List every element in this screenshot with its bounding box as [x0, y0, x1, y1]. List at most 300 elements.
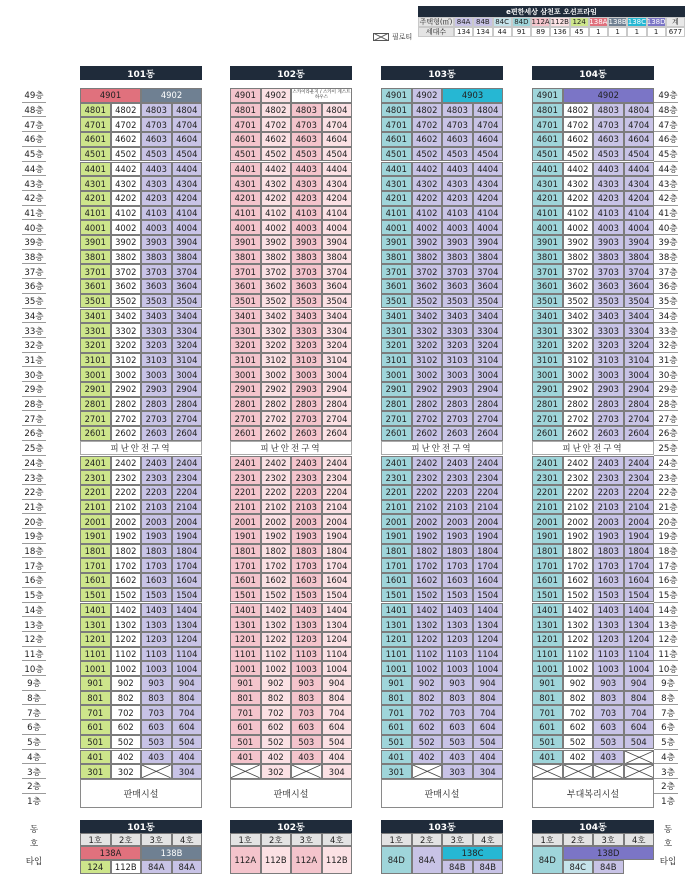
unit-cell: 2804 — [473, 397, 504, 412]
unit-cell: 1502 — [261, 588, 292, 603]
unit-cell: 2303 — [141, 470, 172, 485]
unit-cell: 4302 — [111, 176, 142, 191]
unit-cell: 3201 — [230, 338, 261, 353]
unit-cell: 2203 — [442, 485, 473, 500]
unit-cell: 3203 — [593, 338, 624, 353]
unit-cell: 2002 — [111, 514, 142, 529]
unit-cell: 3203 — [141, 338, 172, 353]
floor-label-left: 18층 — [24, 547, 44, 558]
unit-cell: 2304 — [624, 470, 655, 485]
unit-cell: 1001 — [230, 661, 261, 676]
unit-cell: 4602 — [412, 132, 443, 147]
unit-cell: 704 — [473, 705, 504, 720]
unit-cell: 401 — [532, 750, 563, 765]
unit-cell: 702 — [563, 705, 594, 720]
floor-label-right: 34층 — [658, 311, 678, 322]
floor-label-left: 19층 — [24, 532, 44, 543]
unit-cell: 2403 — [141, 456, 172, 471]
unit-cell: 2702 — [111, 411, 142, 426]
unit-cell: 503 — [442, 735, 473, 750]
floor-label-left: 33층 — [24, 326, 44, 337]
dong-header-1: 101동 — [80, 66, 202, 80]
unit-cell: 1003 — [141, 661, 172, 676]
dong-footer-4: 104동 — [532, 820, 654, 833]
unit-cell: 3903 — [593, 235, 624, 250]
unit-cell: 1603 — [442, 573, 473, 588]
unit-cell: 4001 — [532, 220, 563, 235]
unit-cell: 1204 — [172, 632, 203, 647]
unit-4901: 4901 — [230, 88, 261, 103]
unit-cell: 2402 — [412, 456, 443, 471]
unit-cell: 1204 — [322, 632, 353, 647]
pilotis-cell — [593, 764, 624, 779]
unit-cell: 1301 — [80, 617, 111, 632]
unit-cell: 4703 — [141, 117, 172, 132]
unit-cell: 2701 — [230, 411, 261, 426]
unit-cell: 702 — [111, 705, 142, 720]
unit-cell: 4704 — [322, 117, 353, 132]
unit-cell: 701 — [532, 705, 563, 720]
unit-no: 4호 — [473, 833, 504, 846]
unit-cell: 2203 — [291, 485, 322, 500]
unit-cell: 502 — [111, 735, 142, 750]
unit-cell: 4803 — [291, 103, 322, 118]
unit-cell: 3101 — [230, 353, 261, 368]
unit-cell: 3802 — [111, 250, 142, 265]
floor-label-right: 2층 — [661, 782, 675, 793]
unit-cell: 1402 — [563, 603, 594, 618]
pilotis-cell — [141, 764, 172, 779]
unit-cell: 3401 — [381, 309, 412, 324]
floor-label-left: 49층 — [24, 91, 44, 102]
unit-cell: 4104 — [473, 206, 504, 221]
unit-cell: 402 — [412, 750, 443, 765]
unit-cell: 3404 — [322, 309, 353, 324]
unit-cell: 3703 — [291, 264, 322, 279]
unit-cell: 2902 — [563, 382, 594, 397]
unit-cell: 3204 — [473, 338, 504, 353]
unit-cell: 1902 — [111, 529, 142, 544]
unit-cell: 1402 — [111, 603, 142, 618]
unit-cell: 4102 — [563, 206, 594, 221]
unit-cell: 1402 — [261, 603, 292, 618]
unit-cell: 3201 — [381, 338, 412, 353]
unit-cell: 804 — [624, 691, 655, 706]
unit-cell: 803 — [593, 691, 624, 706]
floor-label-right: 42층 — [658, 194, 678, 205]
floor-label-left: 15층 — [24, 591, 44, 602]
unit-cell: 2901 — [532, 382, 563, 397]
unit-cell: 1801 — [80, 544, 111, 559]
unit-cell: 2102 — [412, 500, 443, 515]
unit-cell: 3304 — [172, 323, 203, 338]
unit-cell: 4104 — [322, 206, 353, 221]
unit-cell: 1901 — [381, 529, 412, 544]
unit-cell: 4701 — [230, 117, 261, 132]
unit-cell: 2804 — [322, 397, 353, 412]
unit-4902: 4902 — [141, 88, 202, 103]
unit-cell: 1904 — [322, 529, 353, 544]
unit-cell: 2203 — [141, 485, 172, 500]
unit-cell: 2104 — [624, 500, 655, 515]
unit-cell: 4704 — [172, 117, 203, 132]
unit-cell: 1904 — [624, 529, 655, 544]
unit-no: 2호 — [563, 833, 594, 846]
unit-cell: 2002 — [261, 514, 292, 529]
unit-cell: 1402 — [412, 603, 443, 618]
unit-cell: 2401 — [230, 456, 261, 471]
unit-cell: 4103 — [141, 206, 172, 221]
unit-cell: 4301 — [381, 176, 412, 191]
unit-cell: 804 — [473, 691, 504, 706]
unit-cell: 2903 — [593, 382, 624, 397]
legend-count-4: 89 — [531, 27, 550, 37]
unit-cell: 2802 — [412, 397, 443, 412]
unit-cell: 4803 — [442, 103, 473, 118]
unit-cell: 3601 — [230, 279, 261, 294]
unit-cell: 1301 — [532, 617, 563, 632]
unit-cell: 4701 — [532, 117, 563, 132]
unit-cell: 3402 — [111, 309, 142, 324]
unit-cell: 1001 — [80, 661, 111, 676]
unit-cell: 2403 — [291, 456, 322, 471]
unit-cell: 2303 — [593, 470, 624, 485]
unit-cell: 4504 — [172, 147, 203, 162]
type-84A: 84A — [141, 860, 172, 874]
unit-cell: 4101 — [532, 206, 563, 221]
legend-row2-label: 세대수 — [418, 27, 454, 37]
unit-cell: 1901 — [80, 529, 111, 544]
unit-cell: 4002 — [261, 220, 292, 235]
unit-cell: 2903 — [442, 382, 473, 397]
unit-cell: 603 — [141, 720, 172, 735]
unit-cell: 1001 — [532, 661, 563, 676]
unit-cell: 3803 — [593, 250, 624, 265]
unit-cell: 4104 — [172, 206, 203, 221]
unit-cell: 2201 — [230, 485, 261, 500]
unit-cell: 3304 — [473, 323, 504, 338]
unit-cell: 402 — [563, 750, 594, 765]
unit-cell: 3003 — [291, 367, 322, 382]
refuge-zone: 피난안전구역 — [80, 441, 202, 456]
floor-label-left: 36층 — [24, 282, 44, 293]
unit-cell: 901 — [230, 676, 261, 691]
unit-cell: 4304 — [624, 176, 655, 191]
unit-cell: 2003 — [593, 514, 624, 529]
footer-label-type: 타입 — [659, 856, 677, 867]
type-84C: 84C — [563, 860, 594, 874]
floor-label-right: 11층 — [658, 649, 678, 660]
unit-cell: 2201 — [80, 485, 111, 500]
unit-cell: 1703 — [593, 558, 624, 573]
unit-cell: 4702 — [563, 117, 594, 132]
unit-cell: 4603 — [442, 132, 473, 147]
unit-cell: 1004 — [624, 661, 655, 676]
unit-cell: 4203 — [291, 191, 322, 206]
floor-label-right: 36층 — [658, 282, 678, 293]
unit-cell: 2304 — [473, 470, 504, 485]
unit-cell: 4001 — [230, 220, 261, 235]
unit-cell: 1502 — [412, 588, 443, 603]
unit-cell: 2602 — [261, 426, 292, 441]
unit-cell: 1403 — [141, 603, 172, 618]
unit-cell: 1702 — [261, 558, 292, 573]
unit-cell: 1504 — [624, 588, 655, 603]
unit-cell: 2804 — [172, 397, 203, 412]
unit-cell: 4002 — [563, 220, 594, 235]
unit-cell: 2103 — [141, 500, 172, 515]
unit-cell: 2702 — [412, 411, 443, 426]
unit-cell: 3901 — [532, 235, 563, 250]
unit-cell: 3502 — [111, 294, 142, 309]
unit-cell: 2101 — [80, 500, 111, 515]
unit-cell: 3904 — [172, 235, 203, 250]
unit-cell: 4503 — [593, 147, 624, 162]
unit-cell: 3001 — [230, 367, 261, 382]
unit-cell: 1503 — [291, 588, 322, 603]
unit-cell: 4701 — [381, 117, 412, 132]
unit-cell: 2403 — [442, 456, 473, 471]
unit-cell: 1401 — [532, 603, 563, 618]
unit-cell: 3301 — [230, 323, 261, 338]
unit-cell: 1504 — [473, 588, 504, 603]
floor-label-right: 21층 — [658, 502, 678, 513]
unit-cell: 3003 — [593, 367, 624, 382]
unit-cell: 4201 — [230, 191, 261, 206]
unit-cell: 1704 — [322, 558, 353, 573]
floor-label-right: 39층 — [658, 238, 678, 249]
unit-cell: 1703 — [442, 558, 473, 573]
unit-cell: 3403 — [291, 309, 322, 324]
unit-cell: 4404 — [172, 162, 203, 177]
unit-cell: 604 — [624, 720, 655, 735]
type-84B: 84B — [593, 860, 624, 874]
unit-cell: 1102 — [563, 647, 594, 662]
unit-cell: 3304 — [322, 323, 353, 338]
floor-label-right: 43층 — [658, 179, 678, 190]
unit-cell: 602 — [563, 720, 594, 735]
unit-cell: 401 — [230, 750, 261, 765]
type-124: 124 — [80, 860, 111, 874]
floor-label-right: 19층 — [658, 532, 678, 543]
unit-cell: 3402 — [412, 309, 443, 324]
unit-cell: 3904 — [322, 235, 353, 250]
floor-label-left: 5층 — [27, 738, 41, 749]
unit-cell: 1203 — [593, 632, 624, 647]
pilotis-cell — [230, 764, 261, 779]
unit-cell: 2902 — [111, 382, 142, 397]
unit-cell: 501 — [230, 735, 261, 750]
floor-label-right: 17층 — [658, 561, 678, 572]
unit-cell: 3102 — [412, 353, 443, 368]
legend-count-0: 134 — [454, 27, 473, 37]
dong-footer-2: 102동 — [230, 820, 352, 833]
legend-count-10: 1 — [647, 27, 666, 37]
unit-cell: 3601 — [381, 279, 412, 294]
unit-cell: 4403 — [141, 162, 172, 177]
unit-cell: 1103 — [442, 647, 473, 662]
pilotis-cross — [625, 765, 654, 778]
unit-cell: 4204 — [172, 191, 203, 206]
unit-cell: 2703 — [141, 411, 172, 426]
unit-cell: 3903 — [291, 235, 322, 250]
unit-cell: 4703 — [593, 117, 624, 132]
legend-count-2: 44 — [493, 27, 512, 37]
legend-type-10: 138D — [646, 18, 666, 26]
unit-cell: 1503 — [442, 588, 473, 603]
unit-cell: 4003 — [593, 220, 624, 235]
unit-cell: 602 — [261, 720, 292, 735]
unit-cell: 1101 — [532, 647, 563, 662]
floor-label-right: 35층 — [658, 297, 678, 308]
unit-cell: 2402 — [261, 456, 292, 471]
floor-label-left: 16층 — [24, 576, 44, 587]
unit-cell: 4203 — [593, 191, 624, 206]
unit-cell: 3902 — [261, 235, 292, 250]
unit-cell: 2902 — [412, 382, 443, 397]
floor-label-left: 9층 — [27, 679, 41, 690]
unit-cell: 1601 — [80, 573, 111, 588]
unit-cell: 3703 — [593, 264, 624, 279]
unit-cell: 2704 — [624, 411, 655, 426]
unit-cell: 2601 — [381, 426, 412, 441]
type-84A: 84A — [172, 860, 203, 874]
pilotis-cell — [532, 764, 563, 779]
type-84D: 84D — [532, 846, 563, 874]
unit-cell: 1403 — [442, 603, 473, 618]
type-84B: 84B — [473, 860, 504, 874]
pilotis-cross — [142, 765, 171, 778]
floor-label-right: 28층 — [658, 400, 678, 411]
unit-cell: 3202 — [563, 338, 594, 353]
floor-label-right: 44층 — [658, 164, 678, 175]
unit-no: 1호 — [532, 833, 563, 846]
pilotis-label: 필로티 — [392, 33, 413, 41]
unit-cell: 3302 — [563, 323, 594, 338]
unit-4903: 4903 — [442, 88, 503, 103]
floor-label-left: 21층 — [24, 502, 44, 513]
refuge-zone: 피난안전구역 — [381, 441, 503, 456]
unit-cell: 3803 — [442, 250, 473, 265]
unit-cell: 4802 — [111, 103, 142, 118]
unit-cell: 901 — [381, 676, 412, 691]
unit-cell: 603 — [593, 720, 624, 735]
unit-cell: 4404 — [624, 162, 655, 177]
unit-cell: 2803 — [141, 397, 172, 412]
unit-cell: 1602 — [261, 573, 292, 588]
unit-cell: 1104 — [473, 647, 504, 662]
unit-cell: 3102 — [111, 353, 142, 368]
unit-cell: 1302 — [261, 617, 292, 632]
unit-cell: 1202 — [261, 632, 292, 647]
footer-label-ho: 호 — [663, 838, 673, 849]
unit-cell: 703 — [442, 705, 473, 720]
unit-cell: 1801 — [381, 544, 412, 559]
unit-cell: 4404 — [322, 162, 353, 177]
unit-cell: 1701 — [230, 558, 261, 573]
floor-label-right: 15층 — [658, 591, 678, 602]
unit-cell: 3703 — [442, 264, 473, 279]
unit-cell: 3402 — [261, 309, 292, 324]
unit-cell: 502 — [412, 735, 443, 750]
unit-cell: 3901 — [230, 235, 261, 250]
unit-cell: 1604 — [473, 573, 504, 588]
unit-cell: 3303 — [442, 323, 473, 338]
floor-label-right: 26층 — [658, 429, 678, 440]
unit-cell: 1602 — [412, 573, 443, 588]
unit-cell: 2603 — [291, 426, 322, 441]
unit-cell: 1101 — [230, 647, 261, 662]
unit-cell: 1301 — [230, 617, 261, 632]
unit-no: 1호 — [80, 833, 111, 846]
unit-cell: 601 — [532, 720, 563, 735]
floor-label-right: 40층 — [658, 223, 678, 234]
unit-4901: 4901 — [381, 88, 412, 103]
unit-cell: 2704 — [172, 411, 203, 426]
footer-label-type: 타입 — [25, 856, 43, 867]
unit-cell: 3403 — [141, 309, 172, 324]
unit-cell: 4804 — [172, 103, 203, 118]
unit-4901: 4901 — [532, 88, 563, 103]
unit-cell: 1503 — [593, 588, 624, 603]
type-138C: 138C — [442, 846, 503, 860]
unit-cell: 3202 — [111, 338, 142, 353]
pilotis-legend — [373, 32, 415, 42]
unit-cell: 2303 — [291, 470, 322, 485]
unit-cell: 2204 — [473, 485, 504, 500]
floor-label-right: 23층 — [658, 473, 678, 484]
unit-cell: 3701 — [230, 264, 261, 279]
unit-cell: 1202 — [412, 632, 443, 647]
unit-cell: 3402 — [563, 309, 594, 324]
unit-cell: 3004 — [473, 367, 504, 382]
floor-label-left: 20층 — [24, 517, 44, 528]
unit-no: 3호 — [141, 833, 172, 846]
unit-cell: 3003 — [442, 367, 473, 382]
unit-cell: 3602 — [261, 279, 292, 294]
unit-cell: 3901 — [80, 235, 111, 250]
unit-cell: 701 — [230, 705, 261, 720]
unit-cell: 4103 — [442, 206, 473, 221]
unit-no: 1호 — [381, 833, 412, 846]
unit-cell: 2001 — [80, 514, 111, 529]
dong-header-4: 104동 — [532, 66, 654, 80]
floor-label-right: 47층 — [658, 120, 678, 131]
unit-cell: 403 — [593, 750, 624, 765]
floor-label-left: 42층 — [24, 194, 44, 205]
floor-label-left: 47층 — [24, 120, 44, 131]
unit-cell: 902 — [261, 676, 292, 691]
unit-cell: 4201 — [381, 191, 412, 206]
floor-label-right: 33층 — [658, 326, 678, 337]
unit-cell: 402 — [111, 750, 142, 765]
unit-cell: 2001 — [381, 514, 412, 529]
unit-cell: 4304 — [473, 176, 504, 191]
unit-cell: 1604 — [172, 573, 203, 588]
floor-label-right: 1층 — [661, 796, 675, 807]
floor-label-left: 48층 — [24, 106, 44, 117]
type-112B: 112B — [322, 846, 353, 874]
unit-cell: 4802 — [563, 103, 594, 118]
unit-cell: 3203 — [442, 338, 473, 353]
legend-type-3: 84D — [512, 17, 531, 27]
unit-cell: 4101 — [230, 206, 261, 221]
unit-cell: 4603 — [141, 132, 172, 147]
unit-cell: 2004 — [322, 514, 353, 529]
unit-cell: 2803 — [291, 397, 322, 412]
footer-label-dong: 동 — [663, 824, 673, 835]
unit-cell: 2104 — [322, 500, 353, 515]
